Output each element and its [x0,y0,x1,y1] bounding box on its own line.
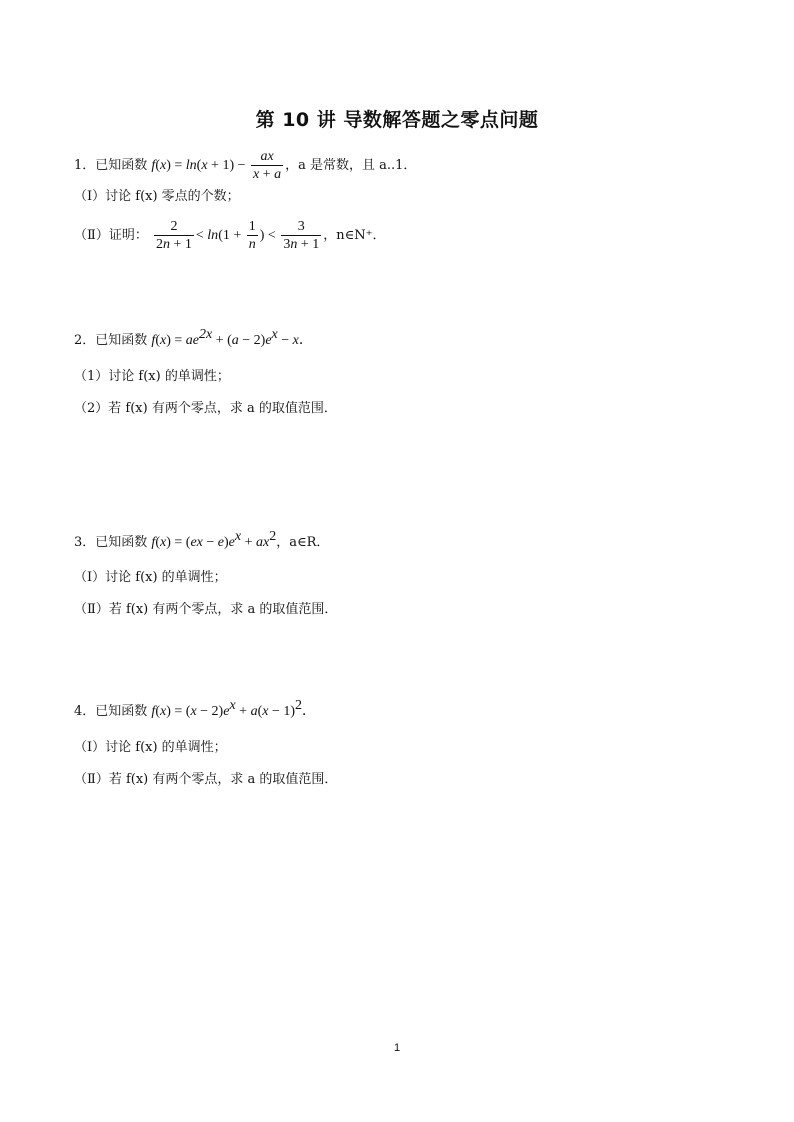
problem-3-conditions: ，a∈R． [276,535,330,550]
problem-4-part-2: （Ⅱ）若 f(x) 有两个零点，求 a 的取值范围． [74,772,338,787]
fraction: $\frac{1}{n}$ [248,219,256,252]
problem-1-proof-tail: ，n∈N⁺． [323,228,386,243]
problem-1-prefix: 1．已知函数 [74,158,148,173]
page-number: 1 [393,1042,401,1054]
fraction: $\frac{2}{2n + 1}$ [155,219,192,252]
problem-1-conditions: ，a 是常数，且 a..1． [285,158,417,173]
problem-2-statement: 2．已知函数 $f(x) = ae^{2x} + (a - 2)e^x - x$． [74,327,313,348]
problem-1-part-1: （Ⅰ）讨论 f(x) 零点的个数； [74,189,240,204]
problem-3-part-2: （Ⅱ）若 f(x) 有两个零点，求 a 的取值范围． [74,602,338,617]
problem-2-part-1: （1）讨论 f(x) 的单调性； [74,369,230,384]
problem-1-part-2: （Ⅱ）证明： $\frac{2}{2n + 1}$ < ln(1 + $\frac{1}{n}$ ) < $\frac{3}{3n + 1}$ ，n∈N⁺． [74,219,386,252]
fraction: $\frac{3}{3n + 1}$ [283,219,320,252]
problem-3-part-1: （Ⅰ）讨论 f(x) 的单调性； [74,570,227,585]
problem-4-prefix: 4．已知函数 [74,704,148,719]
problem-1-formula: f [151,158,156,173]
problem-3-formula: f [151,535,156,550]
problem-3-prefix: 3．已知函数 [74,535,148,550]
problem-3-statement: 3．已知函数 $f(x) = (ex - e)e^x + ax^2$，a∈R． [74,529,330,550]
problem-2-part-2: （2）若 f(x) 有两个零点，求 a 的取值范围． [74,401,337,416]
problem-1-statement: 1．已知函数 f(x) = ln(x + 1) − $\frac{ax}{x + a}$ ，a 是常数，且 a..1． [74,149,417,182]
problem-4-formula: f [151,704,156,719]
page-title: 第 10 讲 导数解答题之零点问题 [255,109,539,131]
problem-2-prefix: 2．已知函数 [74,333,148,348]
problem-2-formula: f [151,333,156,348]
fraction: $\frac{ax}{x + a}$ [253,149,282,182]
problem-4-part-1: （Ⅰ）讨论 f(x) 的单调性； [74,740,227,755]
problem-1-part-2-label: （Ⅱ）证明： [74,228,148,243]
problem-4-statement: 4．已知函数 $f(x) = (x - 2)e^x + a(x - 1)^2$． [74,698,317,719]
